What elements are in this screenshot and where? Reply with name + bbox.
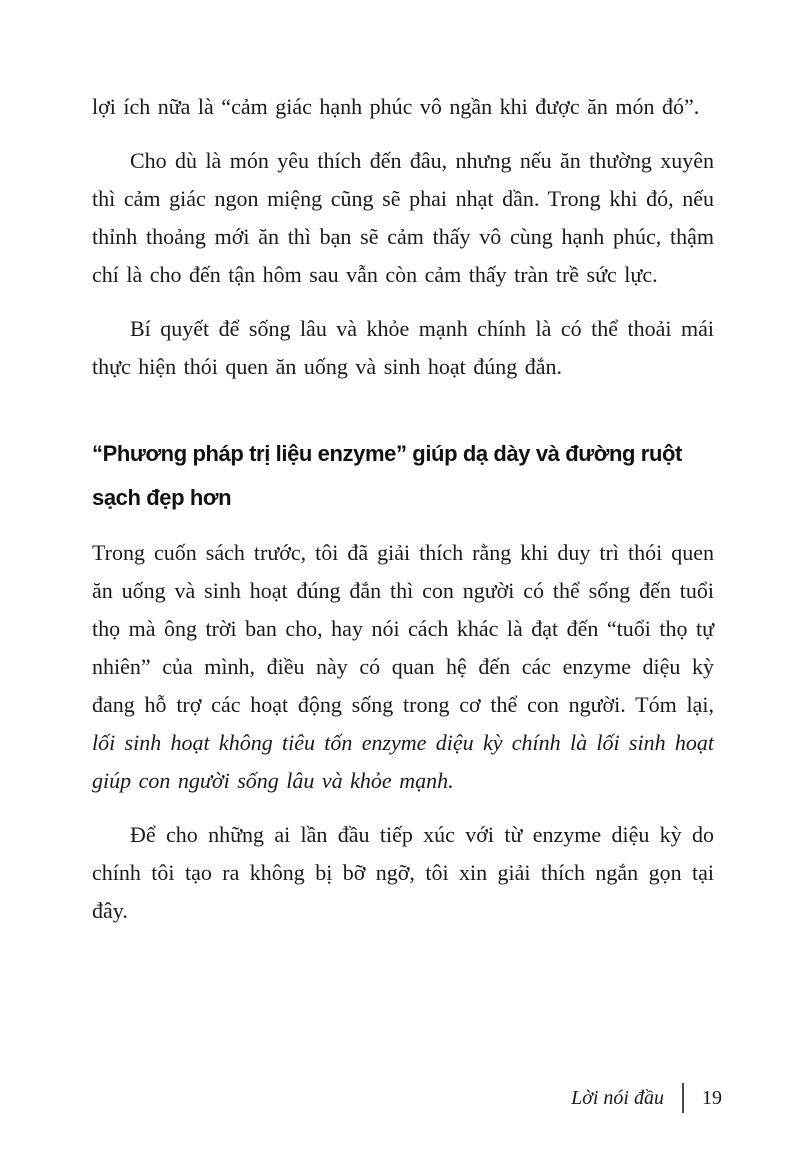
page-footer [571, 1083, 722, 1113]
paragraph: Để cho những ai lần đầu tiếp xúc với từ enzyme diệu kỳ do chính tôi tạo ra không bị bỡ ngỡ, tôi xin giải thích ngắn gọn tại đây. [92, 822, 714, 923]
paragraph [92, 534, 714, 800]
paragraph: Cho dù là món yêu thích đến đâu, nhưng nếu ăn thường xuyên thì cảm giác ngon miệng cũng sẽ phai nhạt dần. Trong khi đó, nếu thỉnh thoảng mới ăn thì bạn sẽ cảm thấy vô cùng hạnh phúc, thậm chí là cho đến tận hôm sau vẫn còn cảm thấy tràn trề sức lực. [92, 148, 714, 287]
page-content [92, 88, 714, 946]
paragraph-emphasis: lối sinh hoạt không tiêu tốn enzyme diệu kỳ chính là lối sinh hoạt giúp con người sống lâu và khỏe mạnh. [92, 730, 714, 793]
paragraph-continuation: lợi ích nữa là “cảm giác hạnh phúc vô ngần khi được ăn món đó”. [92, 94, 700, 119]
page-number: 19 [702, 1086, 722, 1109]
footer-section-label: Lời nói đầu [571, 1086, 664, 1109]
paragraph-text: Trong cuốn sách trước, tôi đã giải thích rằng khi duy trì thói quen ăn uống và sinh hoạt đúng đắn thì con người có thể sống đến tuổi thọ mà ông trời ban cho, hay nói cách khác là đạt đến “tuổi thọ tự nhiên” của mình, điều này có quan hệ đến các enzyme diệu kỳ đang hỗ trợ các hoạt động sống trong cơ thể con người. Tóm lại, [92, 540, 714, 717]
paragraph: Bí quyết để sống lâu và khỏe mạnh chính là có thể thoải mái thực hiện thói quen ăn uống và sinh hoạt đúng đắn. [92, 316, 714, 379]
section-heading: “Phương pháp trị liệu enzyme” giúp dạ dày và đường ruột sạch đẹp hơn [92, 441, 682, 510]
